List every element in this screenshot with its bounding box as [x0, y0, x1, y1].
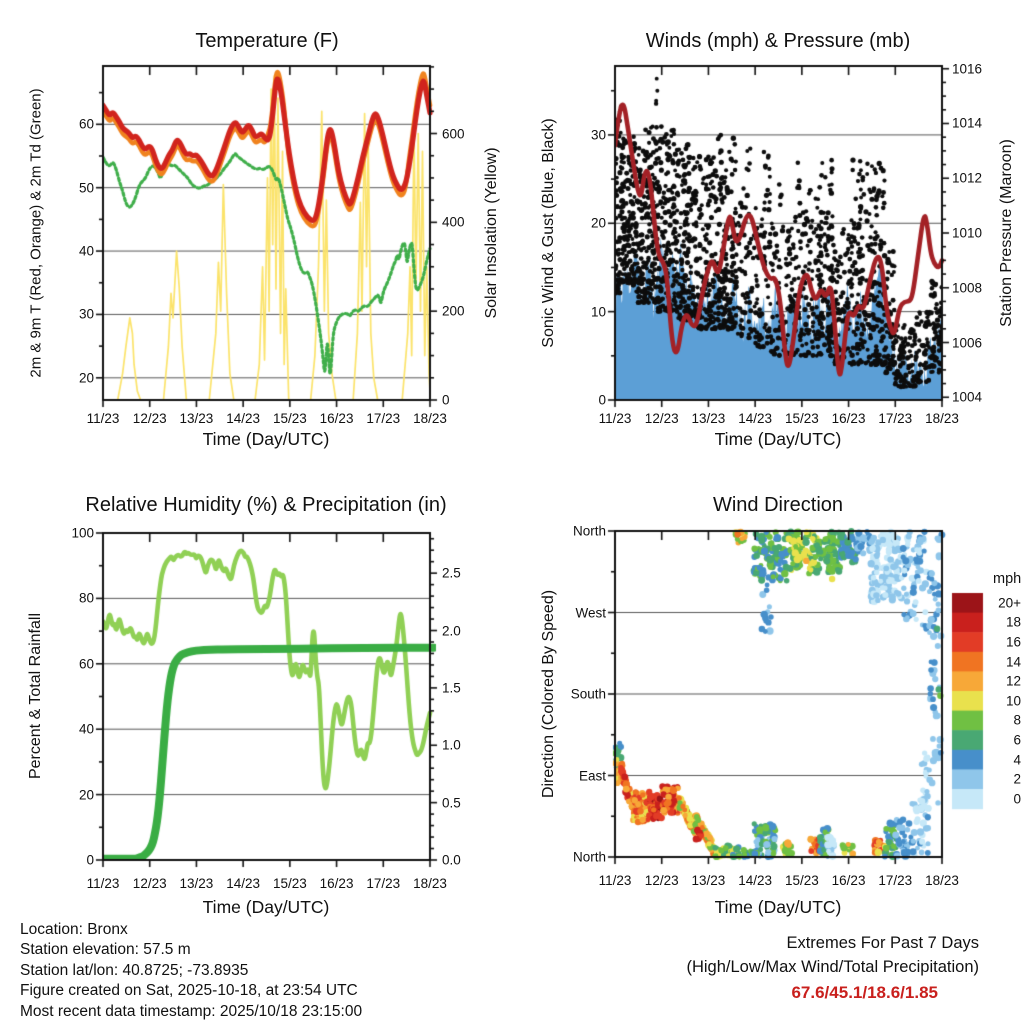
x-tick-label: 12/23	[644, 411, 679, 426]
x-tick-label: 18/23	[925, 411, 959, 426]
footer-timestamp: Most recent data timestamp: 2025/10/18 23:15:00	[20, 1002, 363, 1020]
y-axis-label-temp-left: 2m & 9m T (Red, Orange) & 2m Td (Green)	[27, 88, 45, 378]
y-tick-label-right: 1008	[952, 280, 983, 296]
x-tick-label: 11/23	[86, 411, 120, 426]
x-tick-label: 18/23	[925, 873, 959, 888]
colorbar-speed-label: 10	[1005, 693, 1021, 709]
x-tick-label: 18/23	[413, 411, 447, 426]
y-tick-label-left: 10	[590, 304, 606, 320]
colorbar-speed-label: 0	[1013, 791, 1021, 807]
chart-title-humidity-precip: Relative Humidity (%) & Precipitation (in)	[85, 494, 447, 516]
y-tick-label-right: 1014	[952, 115, 983, 131]
x-tick-label: 13/23	[179, 876, 214, 891]
x-tick-label: 11/23	[86, 876, 120, 891]
x-tick-label: 12/23	[132, 876, 167, 891]
y-axis-label-solar-right: Solar Insolation (Yellow)	[483, 147, 500, 319]
x-tick-label: 14/23	[738, 873, 773, 888]
x-tick-label: 17/23	[366, 876, 401, 891]
y-tick-label-left: 40	[78, 721, 94, 737]
y-tick-label-right: 1006	[952, 335, 983, 350]
extremes-values: 67.6/45.1/18.6/1.85	[791, 983, 938, 1002]
y-tick-label-right: 0	[442, 392, 450, 408]
extremes-title: Extremes For Past 7 Days	[786, 934, 979, 952]
colorbar-speed-label: 6	[1013, 732, 1021, 748]
footer-created: Figure created on Sat, 2025-10-18, at 23:54 UTC	[20, 982, 358, 1000]
y-tick-label-left: 20	[590, 215, 606, 231]
x-tick-label: 15/23	[272, 876, 307, 891]
y-tick-label-right: 0.5	[442, 795, 461, 811]
y-tick-label-right: 1012	[952, 170, 983, 186]
x-tick-label: 16/23	[319, 411, 354, 426]
y-tick-label-left: 60	[78, 656, 94, 672]
x-tick-label: 13/23	[179, 411, 214, 426]
y-tick-label-left: 100	[71, 525, 94, 541]
y-tick-label-left: 80	[78, 590, 94, 606]
x-axis-label-humidity: Time (Day/UTC)	[202, 897, 330, 917]
colorbar-speed-label: 14	[1005, 654, 1021, 670]
y-tick-label-right: 2.5	[442, 565, 461, 581]
y-tick-label-left: 40	[78, 243, 94, 259]
y-tick-label-right: 1004	[952, 389, 983, 405]
x-tick-label: 17/23	[878, 411, 913, 426]
chart-title-wind-direction: Wind Direction	[712, 494, 844, 516]
y-tick-label-left: 20	[78, 370, 94, 386]
y-tick-label-left: North	[572, 849, 606, 865]
y-tick-label-left: West	[575, 605, 606, 620]
x-tick-label: 16/23	[319, 876, 354, 891]
colorbar-speed-label: 16	[1005, 634, 1021, 650]
y-tick-label-left: North	[572, 523, 606, 539]
y-tick-label-left: 30	[78, 306, 94, 322]
y-tick-label-right: 200	[442, 303, 465, 319]
x-axis-label-direction: Time (Day/UTC)	[714, 897, 842, 917]
x-tick-label: 14/23	[226, 411, 261, 426]
colorbar-speed-label: 20+	[998, 595, 1021, 611]
chart-title-winds-pressure: Winds (mph) & Pressure (mb)	[645, 30, 911, 52]
y-tick-label-left: 30	[590, 127, 606, 143]
footer-location: Location: Bronx	[20, 921, 128, 938]
x-tick-label: 12/23	[132, 411, 167, 426]
colorbar-speed-label: 18	[1005, 614, 1021, 630]
x-tick-label: 13/23	[691, 873, 726, 888]
y-tick-label-right: 2.0	[442, 623, 461, 639]
y-tick-label-right: 600	[442, 126, 465, 141]
x-tick-label: 12/23	[644, 873, 679, 888]
y-tick-label-right: 1.5	[442, 680, 461, 696]
x-tick-label: 14/23	[738, 411, 773, 426]
y-axis-label-wind-left: Sonic Wind & Gust (Blue, Black)	[540, 118, 557, 348]
y-tick-label-right: 0.0	[442, 852, 461, 868]
y-tick-label-right: 1.0	[442, 737, 461, 753]
colorbar-speed-label: 8	[1013, 712, 1021, 728]
y-tick-label-left: South	[570, 686, 606, 702]
x-tick-label: 17/23	[878, 873, 913, 888]
x-axis-label-winds: Time (Day/UTC)	[714, 429, 842, 449]
colorbar-speed-label: 2	[1013, 771, 1021, 787]
colorbar-title-mph: mph	[993, 571, 1022, 587]
y-axis-label-rainfall-left: Percent & Total Rainfall	[27, 612, 44, 780]
y-tick-label-right: 1010	[952, 225, 983, 241]
x-tick-label: 17/23	[366, 411, 401, 426]
footer-latlon: Station lat/lon: 40.8725; -73.8935	[20, 961, 249, 979]
x-tick-label: 13/23	[691, 411, 726, 426]
y-tick-label-right: 400	[442, 214, 465, 230]
x-tick-label: 11/23	[598, 411, 632, 426]
y-tick-label-left: 0	[86, 852, 94, 868]
colorbar-speed-label: 12	[1005, 673, 1021, 689]
x-tick-label: 15/23	[784, 411, 819, 426]
y-tick-label-left: 20	[78, 787, 94, 803]
x-tick-label: 16/23	[831, 873, 866, 888]
y-tick-label-left: East	[578, 768, 606, 783]
x-tick-label: 11/23	[598, 873, 632, 888]
y-tick-label-left: 60	[78, 116, 94, 132]
y-axis-label-pressure-right: Station Pressure (Maroon)	[998, 139, 1015, 327]
y-tick-label-left: 50	[78, 180, 94, 196]
y-axis-label-direction-left: Direction (Colored By Speed)	[540, 589, 557, 799]
x-axis-label-temperature: Time (Day/UTC)	[202, 429, 330, 449]
y-tick-label-left: 0	[598, 392, 606, 408]
x-tick-label: 16/23	[831, 411, 866, 426]
x-tick-label: 14/23	[226, 876, 261, 891]
colorbar-speed-label: 4	[1013, 752, 1021, 768]
x-tick-label: 15/23	[272, 411, 307, 426]
chart-title-temperature: Temperature (F)	[195, 30, 339, 52]
x-tick-label: 18/23	[413, 876, 447, 891]
y-tick-label-right: 1016	[952, 61, 983, 77]
x-tick-label: 15/23	[784, 873, 819, 888]
extremes-subtitle: (High/Low/Max Wind/Total Precipitation)	[686, 958, 979, 976]
footer-elevation: Station elevation: 57.5 m	[20, 941, 191, 959]
